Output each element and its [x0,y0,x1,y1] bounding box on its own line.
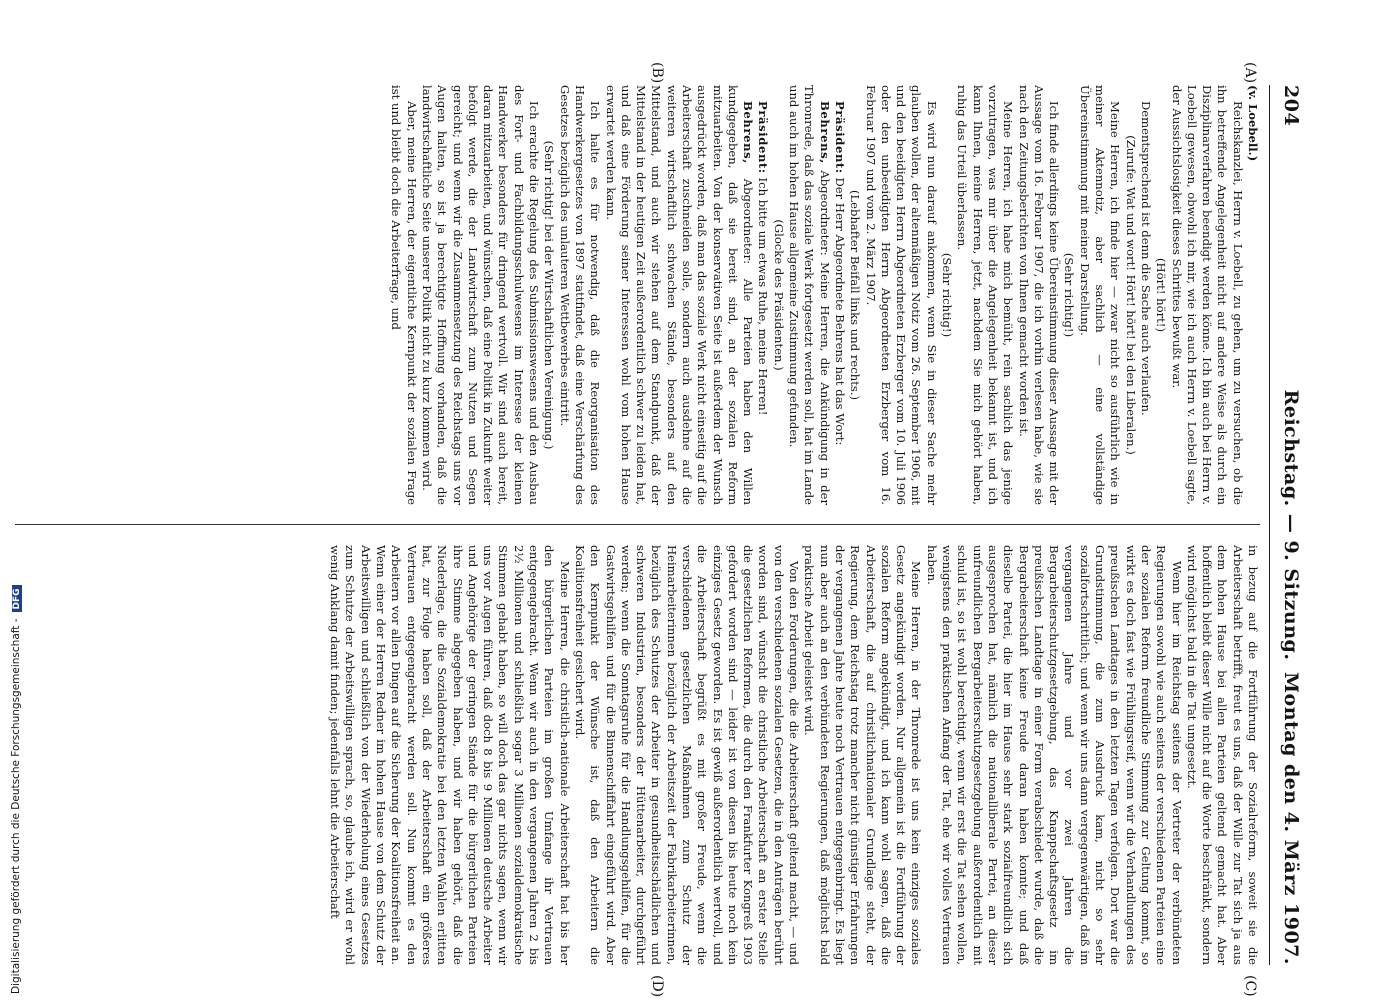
header-rule [1269,85,1270,965]
speaker-name: Behrens, [741,101,756,164]
dfg-logo: DFG [12,585,22,612]
speaker-name: Behrens, [817,101,832,164]
column-divider [15,524,1260,525]
paragraph: Reichskanzlei, Herrn v. Loebell, zu gehen, um zu versuchen, ob die ihn betreffende Angelegenheit nicht auf andere Weise als durch ein Disziplinarverfahren beendigt werden könne. Ich bin auch bei Herrn v. Loebell gewesen, obwohl ich mir, wie ich auch Herrn v. Loebell sagte, der Aussichtslosigkeit dieses Schrittes bewußt war. [1169,85,1245,505]
interjection: (Hört! hört!) [1154,258,1169,332]
paragraph: Ich erachte die Regelung des Submissionswesens und den Ausbau des Fort- und Fachbildungsschulwesens im Interesse der kleinen Handwerker besonders für dringend wertvoll. Wir sind auch bereit, daran mitzuarbeiten, und wünschen, daß eine Politik in Zukunft weiter befolgt werde, die der Landwirtschaft zum Nutzen und Segen gereicht; und wenn wir die Zusammensetzung des Reichstags uns vor Augen halten, so ist ja berechtigte Hoffnung vorhanden, daß die landwirtschaftliche Seite unserer Politik nicht zu kurz kommen wird. [419,85,542,505]
speaker-head: (v. Loebell.) [1246,85,1260,162]
interjection: (Zurufe: Wat und wort! Hört! hört! bei den Liberalen.) [1123,135,1138,455]
interjection: (Sehr richtig! bei der Wirtschaftlichen Vereinigung.) [542,140,557,450]
margin-mark-d: (D) [649,975,665,998]
paragraph: Ich finde allerdings keine Übereinstimmung dieser Aussage mit der Aussage vom 16. Februar 1907, die ich vorhin verlesen habe, wie sie nach den Zeitungsberichten von Ihnen gemacht worden ist. [1016,85,1062,505]
speech-text: Der Herr Abgeordnete Behrens hat das Wort: [832,177,847,446]
paragraph: Meine Herren, in der Thronrede ist uns kein einziges soziales Gesetz angekündigt worden. Nur allgemein ist die Fortführung der sozialen Reform angekündigt, und ich kann wohl sagen, daß die Arbeiterschaft, die auf christlichnationaler Grundlage steht, der Regierung, dem Reichstag trotz mancher nicht günstiger Erfahrungen der vergangenen Jahre heute noch Vertrauen entgegenbringt. Es liegt nun aber auch an den verbündeten Regierungen, daß möglichst bald praktische Arbeit geleistet wird. [802,545,924,965]
paragraph: Ich halte es für notwendig, daß die Reorganisation des Handwerkergesetzes von 1897 stattfindet, daß eine Verschärfung des Gesetzes bezüglich des unlauteren Wettbewerbes eintritt. [557,85,603,505]
paragraph: Aber, meine Herren, der eigentliche Kernpunkt der sozialen Frage ist und bleibt doch die Arbeiterfrage, und [389,85,419,505]
paragraph: Von den Forderungen, die die Arbeiterschaft geltend macht, — und von den verschiedenen sozialen Gesetzen, die in den Anträgen berührt worden sind, wünscht die christliche Arbeiterschaft an erster Stelle die gesetzlichen Reformen, die durch den Frankfurter Kongreß 1903 gefordert worden sind — leider ist von diesen bis heute noch kein einziges Gesetz geworden. Es ist gewiß außerordentlich wertvoll, und die Arbeiterschaft begrüßt es mit großer Freude, wenn die verschiedenen gesetzlichen Maßnahmen zum Schutz der Heimarbeiterinnen bezüglich der Arbeitszeit der Fabrikarbeiterinnen, bezüglich des Schutzes der Arbeiter in gesundheitsschädlichen und schweren Industrien, besonders der Hüttenarbeiter, durchgeführt werden; wenn die Sonntagsruhe für die Handlungsgehilfen, für die Gastwirtsgehilfen und für die Binnenschiffahrt eingeführt wird. Aber den Kernpunkt der Wünsche ist, daß den Arbeitern die Koalitionsfreiheit gesichert wird. [572,545,802,965]
paragraph: Meine Herren, ich habe mich bemüht, rein sachlich das jenige vorzutragen, was mir über die Angelegenheit bekannt ist, und ich kann Ihnen, meine Herren, jetzt, nachdem Sie mich gehört haben, ruhig das Urteil überlassen. [955,85,1016,505]
speech-behrens-1 [786,85,832,505]
paragraph: Meine Herren, ich finde hier — zwar nicht so ausführlich wie in meiner Aktennotiz, aber sachlich — eine vollständige Übereinstimmung mit meiner Darstellung. [1077,85,1123,505]
speaker-name: Präsident: [832,101,847,174]
speech-text: Abgeordneter: Alle Parteien haben den Willen kundgegeben, daß sie bereit sind, an der sozialen Reform mitzuarbeiten. Von der konservativen Seite ist außerdem der Wunsch ausgedrückt worden, daß man das soziale Werk nicht einseitig auf die Arbeiterschaft zuschneiden solle, sondern auch ausdehne auf die weiteren wirtschaftlich schwachen Stände, besonders auf den Mittelstand, und auch wir stehen auf dem Standpunkt, daß der Mittelstand in der heutigen Zeit außerordentlich schwer zu leiden hat, und daß eine Förderung seiner Interessen wohl vom hohen Hause erwartet werden kann. [603,85,756,505]
footer-line [10,585,22,994]
margin-mark-b: (B) [649,62,665,84]
paragraph: Es wird nun darauf ankommen, wenn Sie in dieser Sache mehr glauben wollen, der altenmäßigen Notiz vom 26. September 1906, mit und den beeidigten Herrn Abgeordneten Erzberger vom 10. Juli 1906 oder den unbeeidigten Herrn Abgeordneten Erzberger vom 16. Februar 1907 und vom 2. März 1907. [863,85,939,505]
interjection: (Glocke des Präsidenten.) [771,219,786,371]
paragraph: in bezug auf die Fortführung der Sozialreform, soweit sie die Arbeiterschaft betrifft, freut es uns, daß der Wille zur Tat sich ja aus dem hohen Hause bei allen Parteien geltend gemacht hat. Aber hoffentlich bleibt dieser Wille nicht auf die Worte beschränkt, sondern wird möglichst bald in die Tat umgesetzt. [1184,545,1260,965]
paragraph: Dementsprechend ist denn die Sache auch verlaufen. [1138,101,1153,416]
interjection: (Sehr richtig!) [940,252,955,338]
page-number: 204 [1280,85,1302,127]
margin-mark-c: (C) [1242,975,1258,997]
speech-text: Ich bitte um etwas Ruhe, meine Herren! [756,177,771,416]
speech-president-1 [832,85,847,505]
left-column [20,85,1260,505]
paragraph: Meine Herren, die christlich-nationale Arbeiterschaft hat bis her den bürgerlichen Parteien im großen Umfange ihr Vertrauen entgegengebracht. Wenn wir auch in den vergangenen Jahren 2 bis 2½ Millionen und schließlich sogar 3 Millionen sozialdemokratische Stimmen gehabt haben, so will doch das gar nichts sagen, wenn wir uns vor Augen führen, daß doch 8 bis 9 Millionen deutsche Arbeiter und Angehörige der geringen Stände für die bürgerlichen Parteien ihre Stimme abgegeben haben, und wir haben gehört, daß die Niederlage, die die Sozialdemokratie bei den letzten Wahlen erlitten hat, zur Folge haben soll, daß der Arbeiterschaft ein größeres Vertrauen entgegengebracht werden soll. Nun kommt es den Arbeitern vor allen Dingen auf die Sicherung der Koalitionsfreiheit an. Wenn einer der Herren Redner im hohen Hause von dem Schutz der Arbeitswilligen und schließlich von der Wiederholung eines Gesetzes zum Schutze der Arbeitswilligen sprach, so, glaube ich, wird er wohl wenig Anklang damit finden; jedenfalls lehnt die Arbeiterschaft [328,545,572,965]
page-header [1276,85,1302,965]
speaker-name: Präsident: [756,101,771,174]
paragraph: Wenn hier im Reichstag seitens der Vertreter der verbündeten Regierungen sowohl wie auch seitens der verschiedenen Parteien eine der sozialen Reform freundliche Stimmung zur Geltung kommt, so wirkt es doch fast wie Frühlingsreif, wenn wir die Verhandlungen des preußischen Landtages in den letzten Tagen verfolgen. Dort war die Grundstimmung, die zum Ausdruck kam, nicht so sehr sozialfortschrittlich; und wenn wir uns dann vergegenwärtigen, daß im vergangenen Jahre und vor zwei Jahren die Bergarbeiterschutzgesetzgebung, das Knappschaftsgesetz im preußischen Landtage in einer Form verabschiedet wurde, daß die Bergarbeiterschaft keine Freude daran haben konnte; und daß dieselbe Partei, die hier im Hause sehr stark sozialfreundlich sich ausgesprochen hat, nämlich die nationalliberale Partei, an dieser unfreundlichen Bergarbeiterschutzgesetzgebung außerordentlich mit schuld ist, so ist wohl berechtigt, wenn wir erst die Tat sehen wollen, wenigstens den praktischen Anfang der Tat, ehe wir volles Vertrauen haben. [924,545,1184,965]
interjection: (Sehr richtig!) [1062,252,1077,338]
footer-text: Digitalisierung gefördert durch die Deutsche Forschungsgemeinschaft - [10,618,22,994]
right-column [20,545,1260,965]
digitization-footer [8,4,22,994]
margin-mark-a: (A) [1242,62,1258,84]
interjection: (Lebhafter Beifall links und rechts.) [848,189,863,401]
page-title: Reichstag. — 9. Sitzung. [1280,389,1302,661]
speech-text: Abgeordneter: Meine Herren, die Ankündigung in der Thronrede, daß das soziale Werk fortgesetzt werden soll, hat im Lande und auch im hohen Hause allgemeine Zustimmung gefunden. [787,85,832,505]
speech-president-2 [755,85,770,505]
page-date: Montag den 4. März 1907. [1280,671,1302,965]
speech-behrens-2 [602,85,755,505]
